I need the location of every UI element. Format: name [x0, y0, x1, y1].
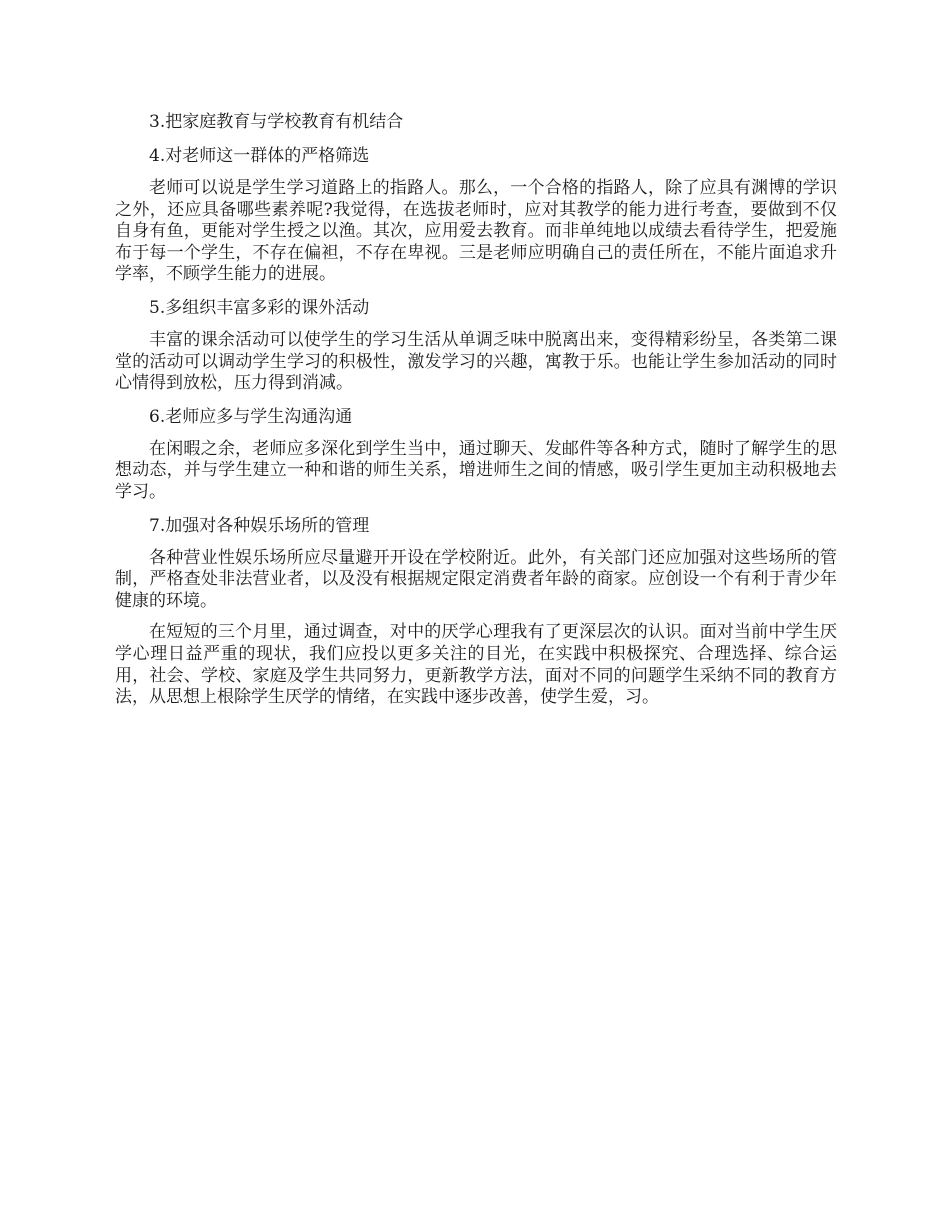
paragraph-communication: 在闲暇之余，老师应多深化到学生当中，通过聊天、发邮件等各种方式，随时了解学生的思想动态，并与学生建立一种和谐的师生关系，增进师生之间的情感，吸引学生更加主动积极地去学习。	[115, 438, 837, 502]
paragraph-entertainment: 各种营业性娱乐场所应尽量避开开设在学校附近。此外，有关部门还应加强对这些场所的管制，严格查处非法营业者，以及没有根据规定限定消费者年龄的商家。应创设一个有利于青少年健康的环境。	[115, 547, 837, 611]
document-body	[115, 110, 837, 719]
section-heading-3: 3.把家庭教育与学校教育有机结合	[149, 112, 404, 132]
paragraph-teacher-selection: 老师可以说是学生学习道路上的指路人。那么，一个合格的指路人，除了应具有渊博的学识之外，还应具备哪些素养呢?我觉得，在选拔老师时，应对其教学的能力进行考查，要做到不仅自身有鱼，更能对学生授之以渔。其次，应用爱去教育。而非单纯地以成绩去看待学生，把爱施布于每一个学生，不存在偏袒，不存在卑视。三是老师应明确自己的责任所在，不能片面追求升学率，不顾学生能力的进展。	[115, 178, 837, 285]
paragraph-conclusion: 在短短的三个月里，通过调查，对中的厌学心理我有了更深层次的认识。面对当前中学生厌学心理日益严重的现状，我们应投以更多关注的目光，在实践中积极探究、合理选择、综合运用，社会、学校、家庭及学生共同努力，更新教学方法，面对不同的问题学生采纳不同的教育方法，从思想上根除学生厌学的情绪，在实践中逐步改善，使学生爱，习。	[115, 622, 837, 708]
paragraph-extracurricular: 丰富的课余活动可以使学生的学习生活从单调乏味中脱离出来，变得精彩纷呈，各类第二课堂的活动可以调动学生学习的积极性，激发学习的兴趣，寓教于乐。也能让学生参加活动的同时心情得到放松，压力得到消减。	[115, 329, 837, 394]
section-heading-6: 6.老师应多与学生沟通沟通	[149, 406, 353, 427]
section-heading-5: 5.多组织丰富多彩的课外活动	[149, 297, 370, 318]
section-heading-4: 4.对老师这一群体的严格筛选	[149, 146, 370, 166]
section-heading-7: 7.加强对各种娱乐场所的管理	[149, 515, 370, 536]
